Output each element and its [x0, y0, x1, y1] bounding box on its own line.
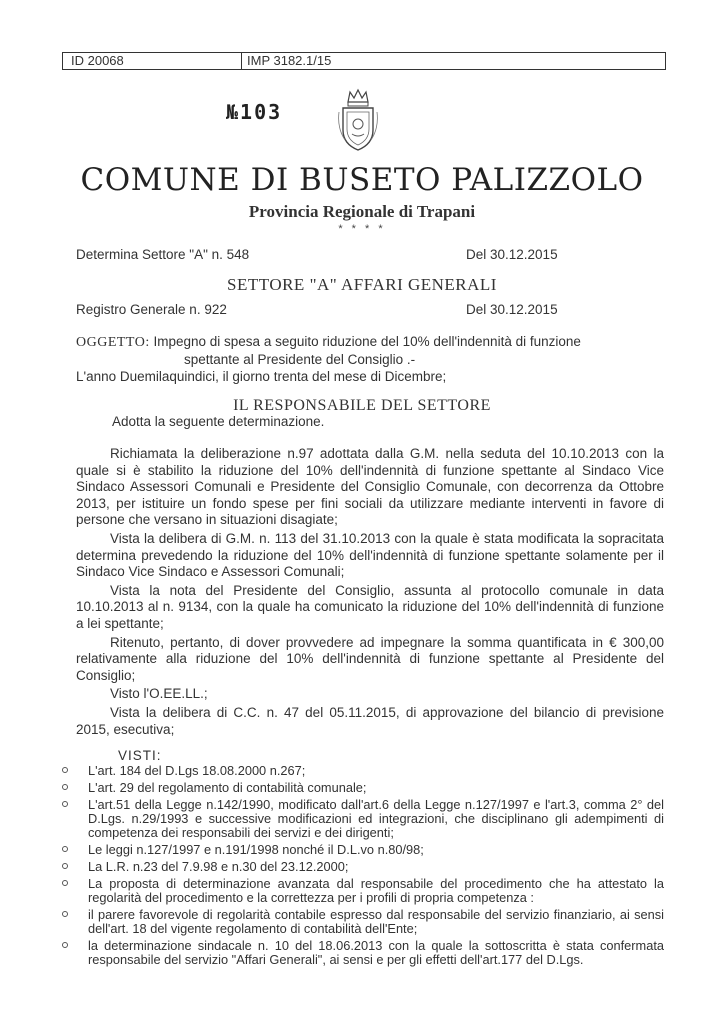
- province-subtitle: Provincia Regionale di Trapani: [248, 202, 476, 221]
- oggetto-block: [76, 333, 664, 368]
- bullet-icon: [62, 846, 68, 852]
- paragraph-vista-nota: Vista la nota del Presidente del Consiglio, assunta al protocollo comunale in data 10.10.2013 al n. 9134, con la quale ha comunicato la riduzione del 10% dell'indennità di funzione a lei spettante;: [76, 582, 664, 631]
- oggetto-line2: spettante al Presidente del Consiglio .-: [184, 352, 416, 367]
- bullet-icon: [62, 784, 68, 790]
- list-item: L'art. 184 del D.Lgs 18.08.2000 n.267;: [62, 764, 664, 778]
- list-item: La proposta di determinazione avanzata dal responsabile del procedimento che ha attestato la regolarità del procedimento e la correttezza per i profili di propria competenza :: [62, 877, 664, 905]
- bullet-icon: [62, 767, 68, 773]
- bullet-icon: [62, 880, 68, 886]
- registro-number: Registro Generale n. 922: [76, 302, 227, 317]
- paragraph-vista-delibera-cc: Vista la delibera di C.C. n. 47 del 05.11.2015, di approvazione del bilancio di previsione 2015, esecutiva;: [76, 704, 664, 737]
- paragraph-visto-oeell: Visto l'O.EE.LL.;: [110, 686, 208, 702]
- protocol-imp: IMP 3182.1/15: [247, 53, 332, 68]
- determina-number: Determina Settore "A" n. 548: [76, 247, 250, 262]
- list-item: la determinazione sindacale n. 10 del 18.06.2013 con la quale la sottoscritta è stata confermata responsabile del servizio "Affari Generali", ai sensi e per gli effetti dell'art.177 del D.Lgs.: [62, 939, 664, 967]
- paragraph-ritenuto: Ritenuto, pertanto, di dover provvedere ad impegnare la somma quantificata in € 300,00 relativamente alla riduzione del 10% dell'indennità di funzione spettante al Presidente del Consiglio;: [76, 634, 664, 683]
- list-item: La L.R. n.23 del 7.9.98 e n.30 del 23.12.2000;: [62, 860, 664, 874]
- determination-body: [76, 446, 664, 740]
- settore-heading: SETTORE "A" AFFARI GENERALI: [227, 275, 497, 294]
- list-item: L'art.51 della Legge n.142/1990, modificato dall'art.6 della Legge n.127/1997 e l'art.3, comma 2° del D.Lgs. n.29/1993 e successive modificazioni ed integrazioni, che disciplinano gli adempimenti di competenza dei responsabili dei servizi e dei dirigenti;: [62, 798, 664, 840]
- intro-line: L'anno Duemilaquindici, il giorno trenta del mese di Dicembre;: [76, 369, 447, 384]
- bullet-icon: [62, 942, 68, 948]
- responsabile-heading: IL RESPONSABILE DEL SETTORE: [233, 397, 491, 414]
- list-item: L'art. 29 del regolamento di contabilità comunale;: [62, 781, 664, 795]
- handwritten-number: №103: [226, 100, 283, 124]
- separator-stars: * * * *: [338, 223, 386, 235]
- municipal-crest-icon: [335, 88, 381, 152]
- registro-date: Del 30.12.2015: [466, 302, 558, 317]
- oggetto-label: OGGETTO:: [76, 335, 150, 350]
- oggetto-line1: Impegno di spesa a seguito riduzione del 10% dell'indennità di funzione: [153, 334, 581, 349]
- bullet-icon: [62, 801, 68, 807]
- municipality-title: COMUNE DI BUSETO PALIZZOLO: [80, 162, 644, 198]
- paragraph-richiamata: Richiamata la deliberazione n.97 adottata dalla G.M. nella seduta del 10.10.2013 con la quale si è stabilito la riduzione del 10% dell'indennità di funzione spettante al Sindaco Vice Sindaco Assessori Comunali e Presidente del Consiglio Comunale, con decorrenza da Ottobre 2013, per istituire un fondo spese per fini sociali da utilizzare mediante interventi in favore di persone che versano in situazioni disagiate;: [76, 446, 664, 528]
- bullet-icon: [62, 911, 68, 917]
- protocol-box: [62, 52, 666, 70]
- determina-date: Del 30.12.2015: [466, 247, 558, 262]
- visti-heading: VISTI:: [118, 748, 162, 763]
- bullet-icon: [62, 863, 68, 869]
- visti-list: [62, 764, 664, 970]
- protocol-divider: [241, 53, 242, 69]
- protocol-id: ID 20068: [71, 53, 124, 68]
- list-item: Le leggi n.127/1997 e n.191/1998 nonché il D.L.vo n.80/98;: [62, 843, 664, 857]
- list-item: il parere favorevole di regolarità contabile espresso dal responsabile del servizio finanziario, ai sensi dell'art. 18 del vigente regolamento di contabilità dell'Ente;: [62, 908, 664, 936]
- adotta-line: Adotta la seguente determinazione.: [112, 414, 325, 429]
- paragraph-vista-delibera-gm: Vista la delibera di G.M. n. 113 del 31.10.2013 con la quale è stata modificata la sopracitata determina prevedendo la riduzione del 10% dell'indennità di funzione spettante solamente per il Sindaco Vice Sindaco e Assessori Comunali;: [76, 530, 664, 580]
